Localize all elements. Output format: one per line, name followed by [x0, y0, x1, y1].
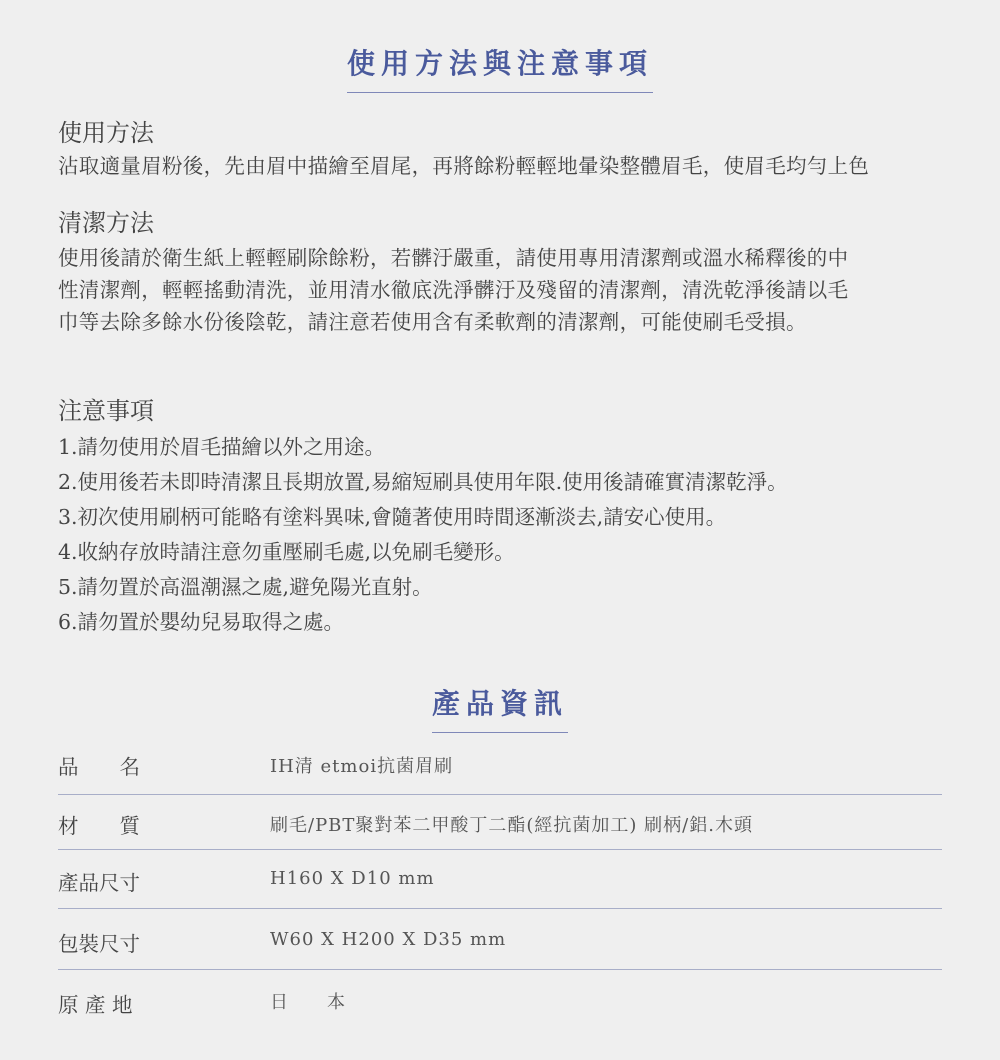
usage-section-title [0, 42, 1000, 93]
note-item: 2.使用後若未即時清潔且長期放置,易縮短刷具使用年限.使用後請確實清潔乾淨。 [58, 470, 788, 494]
cleaning-block [58, 208, 948, 338]
notes-heading: 注意事項 [58, 397, 154, 425]
usage-text: 沾取適量眉粉後，先由眉中描繪至眉尾，再將餘粉輕輕地暈染整體眉毛，使眉毛均勻上色 [58, 154, 870, 178]
note-item: 3.初次使用刷柄可能略有塗料異味,會隨著使用時間逐漸淡去,請安心使用。 [58, 505, 727, 529]
note-item: 6.請勿置於嬰幼兒易取得之處。 [58, 610, 345, 634]
note-item: 1.請勿使用於眉毛描繪以外之用途。 [58, 435, 386, 459]
info-label: 品 名 [58, 755, 140, 779]
info-value: IH清 etmoi抗菌眉刷 [270, 756, 454, 777]
info-row-product-size [58, 850, 942, 909]
usage-heading: 使用方法 [58, 119, 154, 147]
info-label: 原 產 地 [58, 993, 133, 1017]
info-value: W60 X H200 X D35 mm [270, 929, 507, 950]
info-value: 刷毛/PBT聚對苯二甲酸丁二酯(經抗菌加工) 刷柄/鋁.木頭 [270, 815, 753, 836]
notes-block [58, 396, 948, 640]
info-label: 包裝尺寸 [58, 932, 140, 956]
info-label: 材 質 [58, 814, 140, 838]
info-row-name [58, 736, 942, 795]
product-section-title [0, 682, 1000, 733]
info-row-origin [58, 970, 942, 1032]
usage-block [58, 118, 948, 182]
info-label: 產品尺寸 [58, 871, 140, 895]
product-info-table [58, 736, 942, 1032]
note-item: 5.請勿置於高溫潮濕之處,避免陽光直射。 [58, 575, 433, 599]
note-item: 4.收納存放時請注意勿重壓刷毛處,以免刷毛變形。 [58, 540, 515, 564]
info-value: 日 本 [270, 992, 346, 1013]
cleaning-heading: 清潔方法 [58, 209, 154, 237]
usage-section-title-text: 使用方法與注意事項 [347, 42, 653, 93]
cleaning-line: 性清潔劑，輕輕搖動清洗，並用清水徹底洗淨髒汙及殘留的清潔劑，清洗乾淨後請以毛 [58, 278, 849, 302]
cleaning-text [58, 242, 948, 338]
cleaning-line: 使用後請於衛生紙上輕輕刷除餘粉，若髒汙嚴重，請使用專用清潔劑或溫水稀釋後的中 [58, 246, 849, 270]
product-section-title-text: 產品資訊 [432, 682, 568, 733]
info-row-material [58, 795, 942, 850]
cleaning-line: 巾等去除多餘水份後陰乾，請注意若使用含有柔軟劑的清潔劑，可能使刷毛受損。 [58, 310, 807, 334]
info-value: H160 X D10 mm [270, 868, 435, 889]
info-row-package-size [58, 909, 942, 970]
